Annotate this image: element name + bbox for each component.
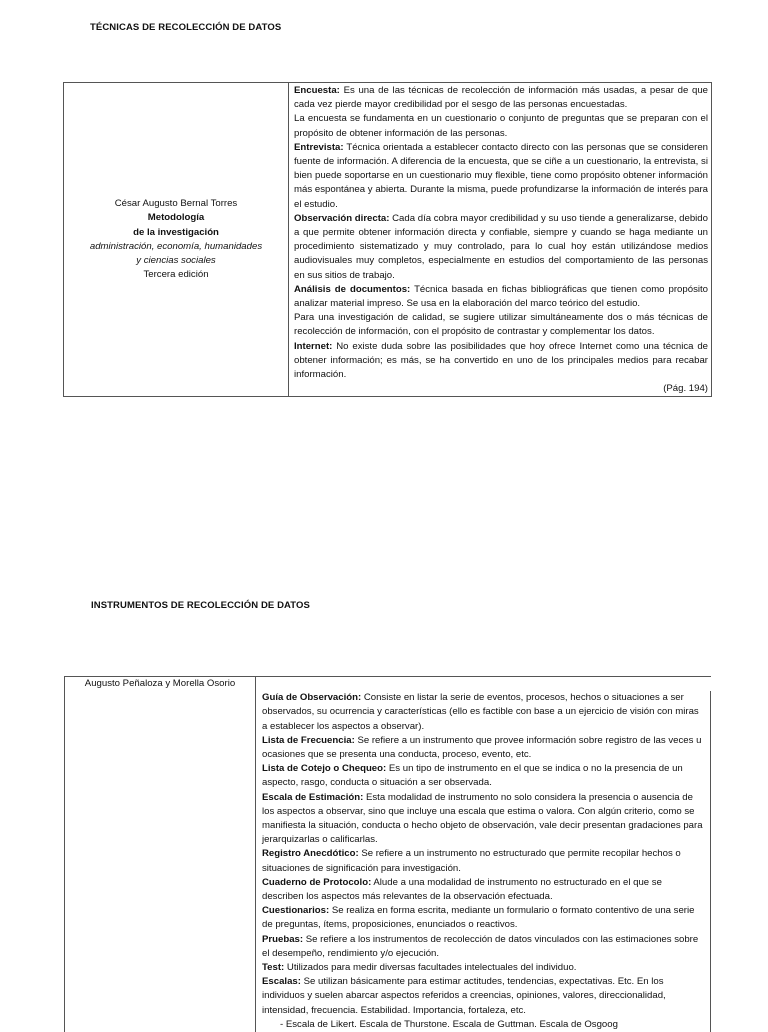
instrument-entry: Cuestionarios: Se realiza en forma escrita, mediante un formulario o formato contentivo de una serie de preguntas, ítems, proposiciones, enunciados o reactivos. [262, 905, 695, 931]
technique-entry: Encuesta: Es una de las técnicas de recolección de información más usadas, a pesar de que cada vez pierde mayor credibilidad por el sesgo de las personas encuestadas. [294, 85, 708, 111]
instrument-entry: Test: Utilizados para medir diversas facultades intelectuales del individuo. [262, 962, 577, 974]
instruments-table [64, 676, 711, 1032]
instrument-entry: Guía de Observación: Consiste en listar la serie de eventos, procesos, hechos o situaciones a ser observados, su ocurrencia y características (ello es factible con base a un ejercicio de visión con miras a establecer los aspectos a observar). [262, 692, 699, 732]
book-edition: Tercera edición [143, 269, 209, 281]
technique-entry: Observación directa: Cada día cobra mayor credibilidad y su uso tiende a generalizarse, debido a que permite obtener información directa y confiable, siempre y cuando se haga mediante un procedimiento sistematizado y muy controlado, para lo cual hoy están utilizándose medios audiovisuales muy completos, especialmente en estudios del comportamiento de las personas en sus sitios de trabajo. [294, 212, 708, 281]
instruments-source-author: Augusto Peñaloza y Morella Osorio [65, 677, 256, 692]
instruments-cell [256, 691, 711, 1032]
source-author: César Augusto Bernal Torres [114, 198, 238, 210]
instrument-entry: Registro Anecdótico: Se refiere a un instrumento no estructurado que permite recopilar hechos o situaciones de significación para investigación. [262, 848, 681, 874]
instrument-entry: Cuaderno de Protocolo: Alude a una modalidad de instrumento no estructurado en el que se describen los aspectos más relevantes de la observación efectuada. [262, 876, 662, 903]
scales-bullet: - Escala de Likert. Escala de Thurstone. Escala de Guttman. Escala de Osgoog [280, 1018, 618, 1030]
instrument-entry: Lista de Cotejo o Chequeo: Es un tipo de instrumento en el que se indica o no la presencia de un aspecto, rasgo, conducta o situación a ser observada. [262, 763, 683, 789]
technique-entry: Entrevista: Técnica orientada a establecer contacto directo con las personas que se consideren fuente de información. A diferencia de la encuesta, que se ciñe a un cuestionario, la entrevista, si bien puede soportarse en un cuestionario muy flexible, tiene como propósito obtener información más espontánea y abierta. Durante la misma, puede profundizarse la información de interés para el estudio. [294, 141, 708, 210]
book-title-line2: de la investigación [133, 226, 219, 238]
technique-entry: Internet: No existe duda sobre las posibilidades que hoy ofrece Internet como una técnica de obtener información; es más, se ha convertido en uno de los principales medios para recabar información. [294, 340, 708, 381]
instrument-entry: Pruebas: Se refiere a los instrumentos de recolección de datos vinculados con las estimaciones sobre el desempeño, rendimiento y/o ejecución. [262, 933, 699, 959]
techniques-table [63, 82, 712, 397]
book-subtitle-line1: administración, economía, humanidades [89, 240, 263, 252]
instruments-top-spacer [256, 677, 711, 692]
section1-title: TÉCNICAS DE RECOLECCIÓN DE DATOS [90, 22, 282, 33]
instrument-entry: Lista de Frecuencia: Se refiere a un instrumento que provee información sobre registro de las veces u ocasiones que se presenta una conducta, proceso, evento, etc. [262, 734, 702, 761]
instrument-entry: Escalas: Se utilizan básicamente para estimar actitudes, tendencias, expectativas. Etc. En los individuos y suelen abarcar aspectos referidos a creencias, opiniones, valores, direccionalidad, intensidad, frecuencia. Estabilidad. Importancia, fortaleza, etc. [262, 976, 666, 1016]
technique-entry: Para una investigación de calidad, se sugiere utilizar simultáneamente dos o más técnicas de recolección de información, con el propósito de contrastar y complementar los datos. [294, 312, 708, 338]
techniques-cell [289, 83, 712, 397]
instruments-source-cell [65, 691, 256, 1032]
source-cell [64, 83, 289, 397]
page-reference: (Pág. 194) [663, 383, 708, 395]
instrument-entry: Escala de Estimación: Esta modalidad de instrumento no solo considera la presencia o ausencia de los aspectos a observar, sino que incluye una escala que estima o valora. Con algún criterio, como se manifiesta la situación, conducta o hecho objeto de observación, vale decir presentan gradaciones para jerarquizarlas o calificarlas. [262, 791, 703, 846]
technique-entry: La encuesta se fundamenta en un cuestionario o conjunto de preguntas que se preparan con el propósito de obtener información de las personas. [294, 113, 708, 139]
technique-entry: Análisis de documentos: Técnica basada en fichas bibliográficas que tienen como propósito analizar material impreso. Se usa en la elaboración del marco teórico del estudio. [294, 283, 708, 310]
section2-title: INSTRUMENTOS DE RECOLECCIÓN DE DATOS [91, 600, 310, 611]
book-subtitle-line2: y ciencias sociales [136, 254, 216, 266]
book-title-line1: Metodología [147, 212, 205, 224]
